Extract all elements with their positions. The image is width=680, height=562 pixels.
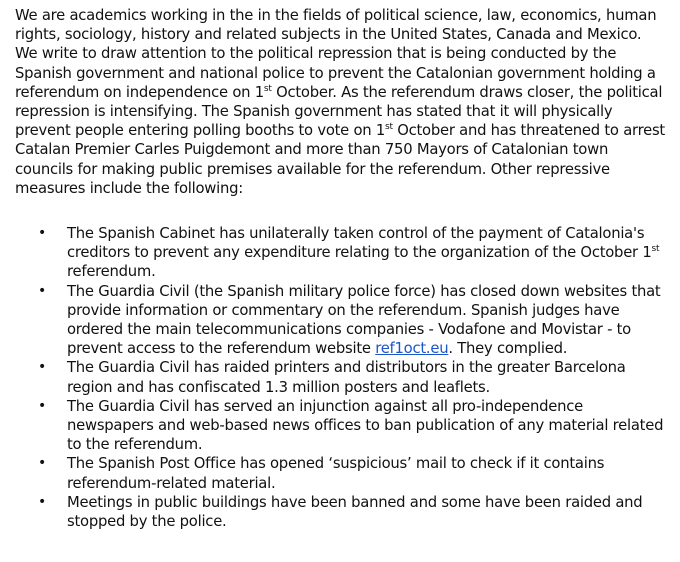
list-item-text: The Guardia Civil has served an injunction against all pro-independence newspapers and web-based news offices to ban publication of any material related to the referendum. [67,397,664,454]
bullet-icon: • [38,493,47,510]
list-item-text: Meetings in public buildings have been banned and some have been raided and stopped by the police. [67,493,643,531]
ordinal-suffix: st [651,244,660,255]
list-item [15,282,667,359]
list-item-text: The Spanish Post Office has opened ‘suspicious’ mail to check if it contains referendum-related material. [67,455,605,492]
list-item-text: referendum. [67,263,156,281]
intro-text-3: October and has threatened to arrest Catalan Premier Carles Puigdemont and more than 750 Mayors of Catalonian town councils for making public premises available for the referendum. Other repressive measures include the following: [15,122,665,197]
bullet-icon: • [38,282,47,299]
intro-text-1: We are academics working in the in the fields of political science, law, economics, human rights, sociology, history and related subjects in the United States, Canada and Mexico. We write to draw attention to the political repression that is being conducted by the Spanish government and national police to prevent the Catalonian government holding a referendum on independence on 1 [15,7,657,101]
bullet-icon: • [38,359,47,376]
ordinal-suffix: st [385,122,393,133]
document-page [15,6,675,531]
intro-paragraph [15,6,665,198]
list-item-text: The Spanish Cabinet has unilaterally taken control of the payment of Catalonia's creditors to prevent any expenditure relating to the organization of the October 1 [67,225,652,262]
ordinal-suffix: st [263,83,272,94]
intro-text-2: October. As the referendum draws closer, the political repression is intensifying. The Spanish government has stated that it will physically prevent people entering polling booths to vote on 1 [15,83,663,140]
list-item-text: The Guardia Civil (the Spanish military police force) has closed down websites that provide information or commentary on the referendum. Spanish judges have ordered the main telecommunications companies - Vodafone and Movistar - to prevent access to the referendum website [67,282,661,358]
bullet-icon: • [38,455,47,472]
list-item [15,358,667,396]
bullet-icon: • [38,225,47,242]
list-item [15,397,667,455]
bullet-icon: • [38,397,47,414]
repressive-measures-list [15,224,675,531]
list-item [15,493,667,531]
list-item-text: . They complied. [448,340,568,358]
referendum-website-link[interactable]: ref1oct.eu [375,340,449,358]
list-item-text: The Guardia Civil has raided printers and distributors in the greater Barcelona region and has confiscated 1.3 million posters and leaflets. [67,359,626,396]
list-item [15,224,667,282]
list-item [15,454,667,492]
